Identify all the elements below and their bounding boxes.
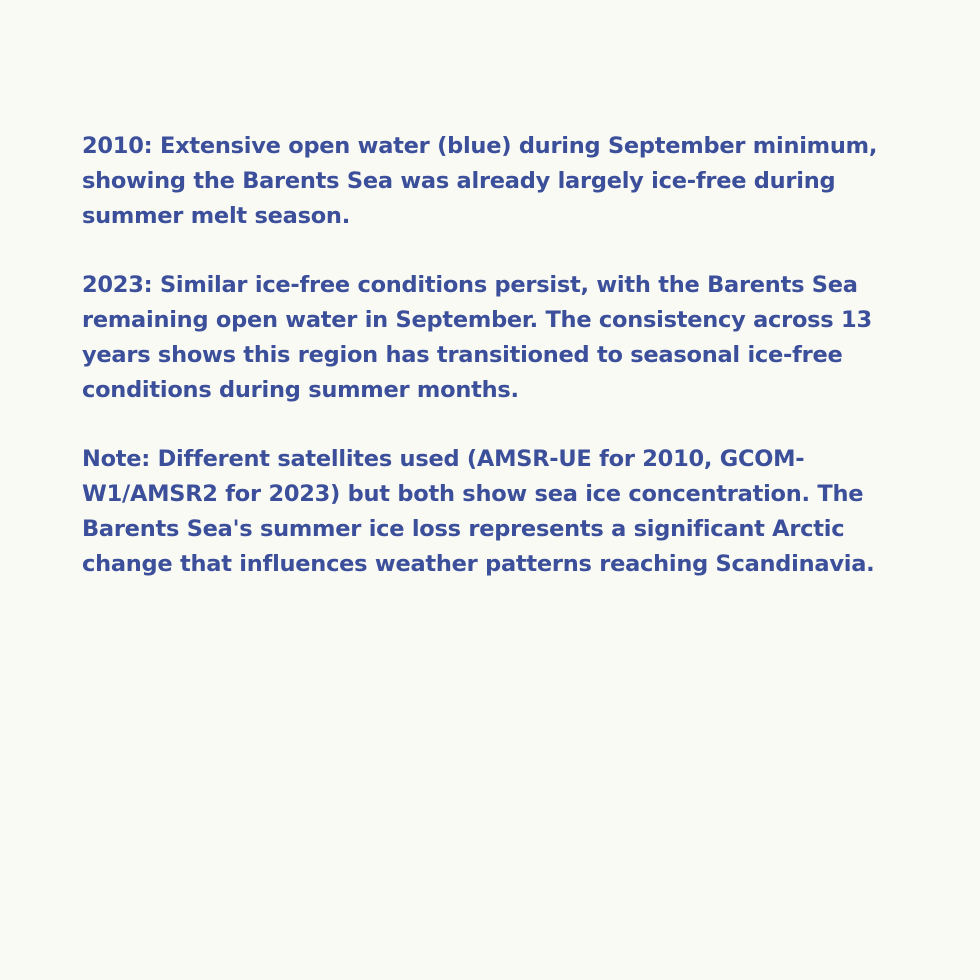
paragraph-2010: 2010: Extensive open water (blue) during September minimum, showing the Barents Sea was already largely ice-free during summer melt season.: [82, 133, 878, 229]
paragraph-2023: 2023: Similar ice-free conditions persist, with the Barents Sea remaining open water in September. The consistency across 13 years shows this region has transitioned to seasonal ice-free conditions during summer months.: [82, 272, 872, 403]
document-body: [82, 129, 912, 616]
paragraph-note: Note: Different satellites used (AMSR-UE for 2010, GCOM-W1/AMSR2 for 2023) but both show sea ice concentration. The Barents Sea's summer ice loss represents a significant Arctic change that influences weather patterns reaching Scandinavia.: [82, 446, 875, 577]
